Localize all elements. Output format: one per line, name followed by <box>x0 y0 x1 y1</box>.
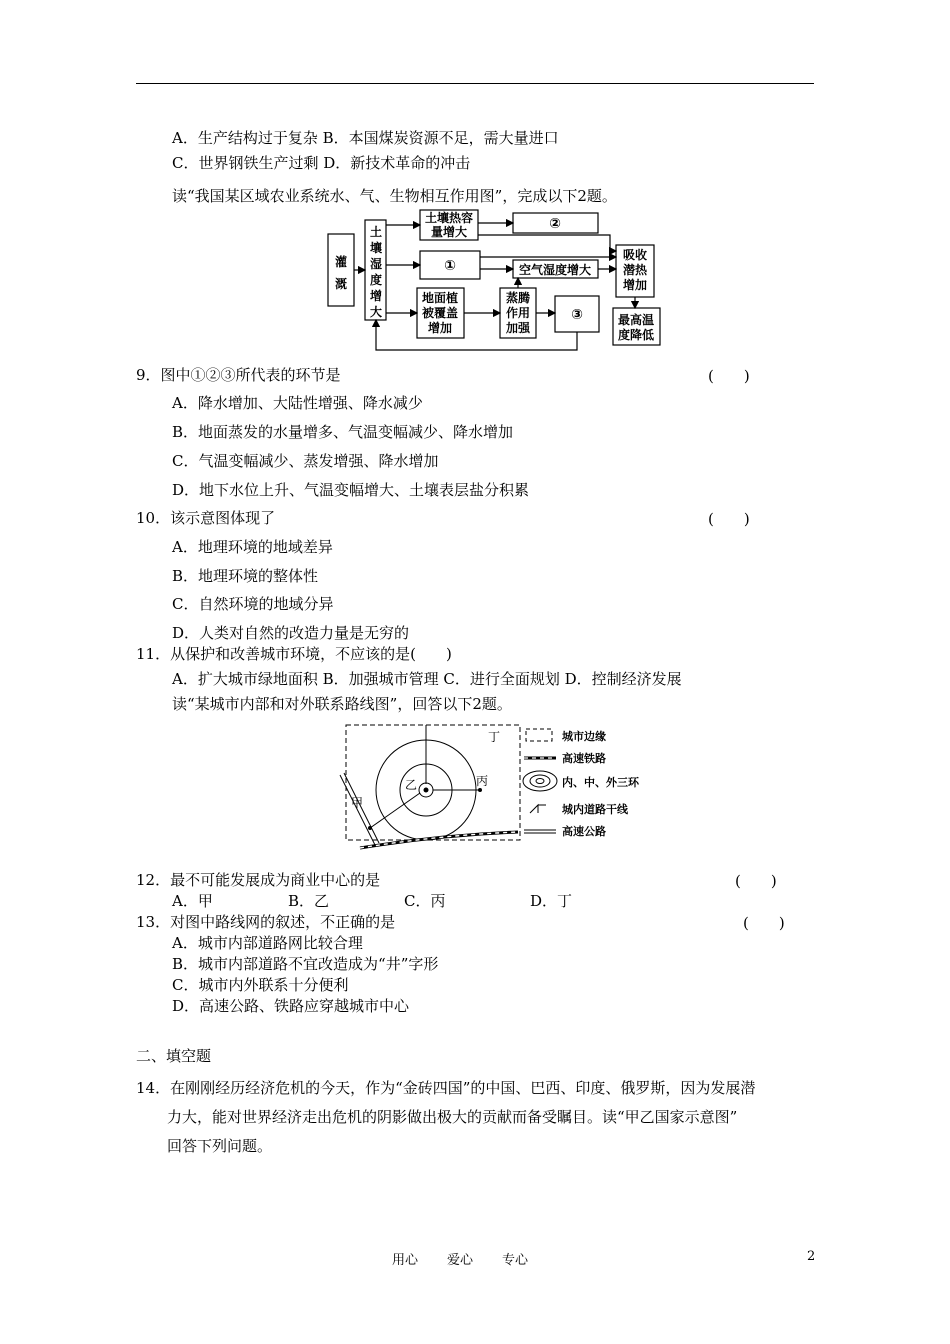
circle3-label: ③ <box>571 307 583 323</box>
soil-char-6: 大 <box>369 305 383 319</box>
heat-capacity-line-2: 量增大 <box>430 225 468 239</box>
q12-answer-paren: ( ) <box>735 872 777 890</box>
q12-option-c: C．丙 <box>404 892 446 910</box>
city-route-map <box>330 720 670 860</box>
soil-char-3: 湿 <box>369 257 383 271</box>
q14-line-2: 力大，能对世界经济走出危机的阴影做出极大的贡献而备受瞩目。读“甲乙国家示意图” <box>167 1108 738 1126</box>
q13-option-c: C．城市内外联系十分便利 <box>172 976 349 994</box>
transpiration-line-2: 作用 <box>505 306 531 320</box>
q10-option-c: C．自然环境的地域分异 <box>172 595 334 613</box>
map-label-ding: 丁 <box>488 730 501 744</box>
q14-line-3: 回答下列问题。 <box>167 1137 273 1155</box>
irrigation-char-2: 溉 <box>334 277 348 291</box>
max-temp-line-1: 最高温 <box>617 313 655 327</box>
transpiration-line-3: 加强 <box>505 321 531 335</box>
legend-main-road: 城内道路干线 <box>562 803 628 816</box>
q10-answer-paren: ( ) <box>708 510 750 528</box>
q9-stem: 9．图中①②③所代表的环节是 <box>136 366 341 384</box>
soil-char-4: 度 <box>369 273 383 287</box>
q8-options-line-1: A．生产结构过于复杂 B．本国煤炭资源不足，需大量进口 <box>172 129 559 147</box>
q13-option-a: A．城市内部道路网比较合理 <box>172 934 363 952</box>
q14-line-1: 14．在刚刚经历经济危机的今天，作为“金砖四国”的中国、巴西、印度、俄罗斯，因为发展潜 <box>136 1079 756 1097</box>
q11-options: A．扩大城市绿地面积 B．加强城市管理 C．进行全面规划 D．控制经济发展 <box>172 670 682 688</box>
soil-char-5: 增 <box>369 289 383 303</box>
map-label-yi: 乙 <box>405 778 418 792</box>
irrigation-char-1: 灌 <box>334 255 348 269</box>
latent-heat-line-3: 增加 <box>622 278 648 292</box>
vegetation-line-3: 增加 <box>427 321 453 335</box>
footer-aixin: 爱心 <box>447 1253 474 1268</box>
footer-zhuanxin: 专心 <box>502 1253 529 1268</box>
q11-stem: 11．从保护和改善城市环境，不应该的是( ) <box>136 645 452 663</box>
legend-railway: 高速铁路 <box>562 752 606 765</box>
intro-q9-q10: 读“我国某区域农业系统水、气、生物相互作用图”，完成以下2题。 <box>172 187 617 205</box>
q13-stem: 13．对图中路线网的叙述，不正确的是 <box>136 913 396 931</box>
q9-option-b: B．地面蒸发的水量增多、气温变幅减少、降水增加 <box>172 423 514 441</box>
latent-heat-line-1: 吸收 <box>622 248 648 262</box>
q10-stem: 10．该示意图体现了 <box>136 509 276 527</box>
latent-heat-line-2: 潜热 <box>622 263 648 277</box>
agri-system-diagram <box>320 208 670 353</box>
q13-option-b: B．城市内部道路不宜改造成为“井”字形 <box>172 955 439 973</box>
map-label-bing: 丙 <box>476 774 489 788</box>
intro-q12-q13: 读“某城市内部和对外联系路线图”，回答以下2题。 <box>172 695 512 713</box>
soil-char-2: 壤 <box>369 241 383 255</box>
q12-option-d: D．丁 <box>530 892 573 910</box>
circle1-label: ① <box>444 258 456 274</box>
section-fill-in-heading: 二、填空题 <box>136 1047 212 1065</box>
max-temp-line-2: 度降低 <box>617 328 655 342</box>
header-rule <box>136 83 814 84</box>
legend-rings: 内、中、外三环 <box>562 776 639 789</box>
q12-option-b: B．乙 <box>288 892 330 910</box>
footer-yongxin: 用心 <box>392 1253 419 1268</box>
vegetation-line-2: 被覆盖 <box>421 306 459 320</box>
q12-option-a: A．甲 <box>172 892 213 910</box>
q10-option-b: B．地理环境的整体性 <box>172 567 319 585</box>
soil-char-1: 土 <box>369 225 383 239</box>
q12-stem: 12．最不可能发展成为商业中心的是 <box>136 871 381 889</box>
legend-expressway: 高速公路 <box>562 825 606 838</box>
q9-option-c: C．气温变幅减少、蒸发增强、降水增加 <box>172 452 439 470</box>
q9-option-a: A．降水增加、大陆性增强、降水减少 <box>172 394 423 412</box>
circle2-label: ② <box>549 216 561 232</box>
air-humidity-label: 空气湿度增大 <box>518 263 592 277</box>
vegetation-line-1: 地面植 <box>421 291 459 305</box>
heat-capacity-line-1: 土壤热容 <box>424 211 474 225</box>
transpiration-line-1: 蒸腾 <box>505 291 531 305</box>
q10-option-a: A．地理环境的地域差异 <box>172 538 333 556</box>
legend-city-edge: 城市边缘 <box>562 730 606 743</box>
map-label-jia: 甲 <box>351 796 364 810</box>
q9-answer-paren: ( ) <box>708 367 750 385</box>
q10-option-d: D．人类对自然的改造力量是无穷的 <box>172 624 410 642</box>
page-number: 2 <box>807 1249 816 1264</box>
q13-option-d: D．高速公路、铁路应穿越城市中心 <box>172 997 410 1015</box>
q8-options-line-2: C．世界钢铁生产过剩 D．新技术革命的冲击 <box>172 154 471 172</box>
q9-option-d: D．地下水位上升、气温变幅增大、土壤表层盐分积累 <box>172 481 530 499</box>
q13-answer-paren: ( ) <box>743 914 785 932</box>
